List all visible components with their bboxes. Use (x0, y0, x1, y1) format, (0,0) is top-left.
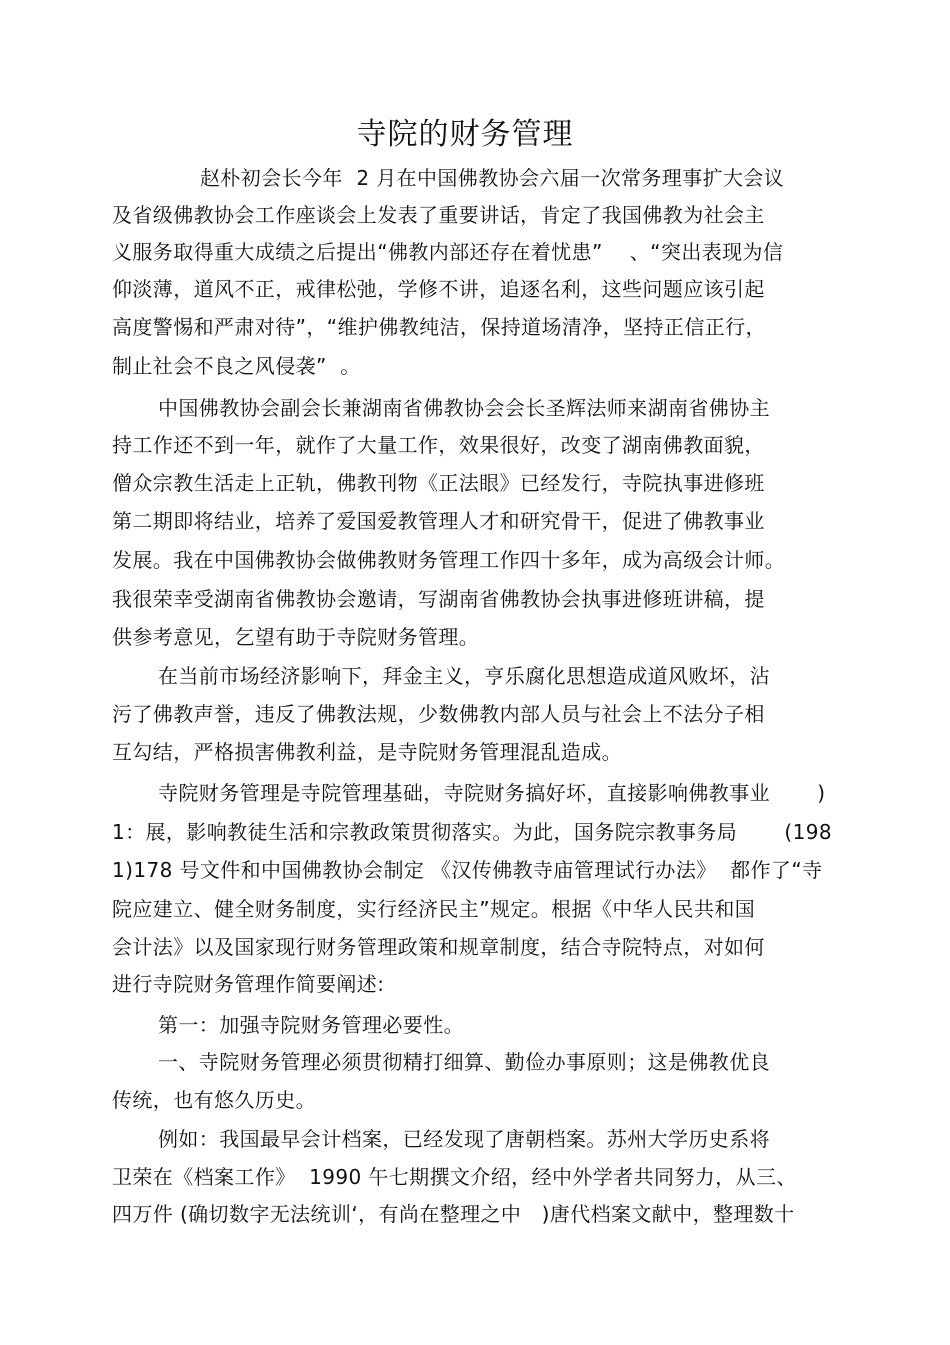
text-line: 持工作还不到一年，就作了大量工作，效果很好，改变了湖南佛教面貌， (112, 433, 765, 457)
text-line: 互勾结，严格损害佛教利益，是寺院财务管理混乱造成。 (112, 740, 622, 764)
text-line: 院应建立、健全财务制度，实行经济民主”规定。根据《中华人民共和国 (112, 897, 756, 921)
text-line: 及省级佛教协会工作座谈会上发表了重要讲话，肯定了我国佛教为社会主 (112, 203, 765, 227)
text-line: 第二期即将结业，培养了爱国爱教管理人才和研究骨干，促进了佛教事业 (112, 509, 765, 533)
text-line: 中国佛教协会副会长兼湖南省佛教协会会长圣辉法师来湖南省佛协主 (158, 396, 770, 420)
text-line: 赵朴初会长今年 2 月在中国佛教协会六届一次常务理事扩大会议 (200, 166, 785, 190)
text-line: 一、寺院财务管理必须贯彻精打细算、勤俭办事原则；这是佛教优良 (158, 1050, 770, 1074)
text-line: 传统，也有悠久历史。 (112, 1088, 316, 1112)
text-line: 在当前市场经济影响下，拜金主义，亨乐腐化思想造成道风败坏，沾 (158, 664, 770, 688)
text-line: 寺院财务管理是寺院管理基础，寺院财务搞好坏，直接影响佛教事业 ) (158, 781, 826, 805)
text-line: 供参考意见，乞望有助于寺院财务管理。 (112, 625, 480, 649)
text-line: 例如：我国最早会计档案，已经发现了唐朝档案。苏州大学历史系将 (158, 1127, 770, 1151)
text-line: 进行寺院财务管理作简要阐述: (112, 972, 385, 996)
text-line: 卫荣在《档案工作》 1990 午七期撰文介绍，经中外学者共同努力，从三、 (112, 1165, 797, 1189)
text-line: 1：展，影响教徒生活和宗教政策贯彻落实。为此，国务院宗教事务局 (198 (112, 820, 833, 844)
text-line: 污了佛教声誉，违反了佛教法规，少数佛教内部人员与社会上不法分子相 (112, 702, 765, 726)
text-line: 制止社会不良之风侵袭” 。 (112, 354, 361, 378)
text-line: 发展。我在中国佛教协会做佛教财务管理工作四十多年，成为高级会计师。 (112, 548, 786, 572)
text-line: 四万件 (确切数字无法统训‘，有尚在整理之中 )唐代档案文献中，整理数十 (112, 1202, 795, 1226)
text-line: 仰淡薄，道风不正，戒律松弛，学修不讲，追逐名利，这些问题应该引起 (112, 277, 765, 301)
text-line: 高度警惕和严肃对待”，“维护佛教纯洁，保持道场清净，坚持正信正行， (112, 315, 766, 339)
text-line: 我很荣幸受湖南省佛教协会邀请，写湖南省佛教协会执事进修班讲稿，提 (112, 587, 765, 611)
text-line: 僧众宗教生活走上正轨，佛教刊物《正法眼》已经发行，寺院执事进修班 (112, 471, 765, 495)
text-line: 会计法》以及国家现行财务管理政策和规章制度，结合寺院特点，对如何 (112, 935, 765, 959)
document-title: 寺院的财务管理 (356, 117, 574, 152)
text-line: 第一：加强寺院财务管理必要性。 (158, 1013, 464, 1037)
text-line: 义服务取得重大成绩之后提出“佛教内部还存在着忧患” 、“突出表现为信 (112, 240, 784, 264)
text-line: 1)178 号文件和中国佛教协会制定 《汉传佛教寺庙管理试行办法》 都作了“寺 (112, 858, 823, 882)
